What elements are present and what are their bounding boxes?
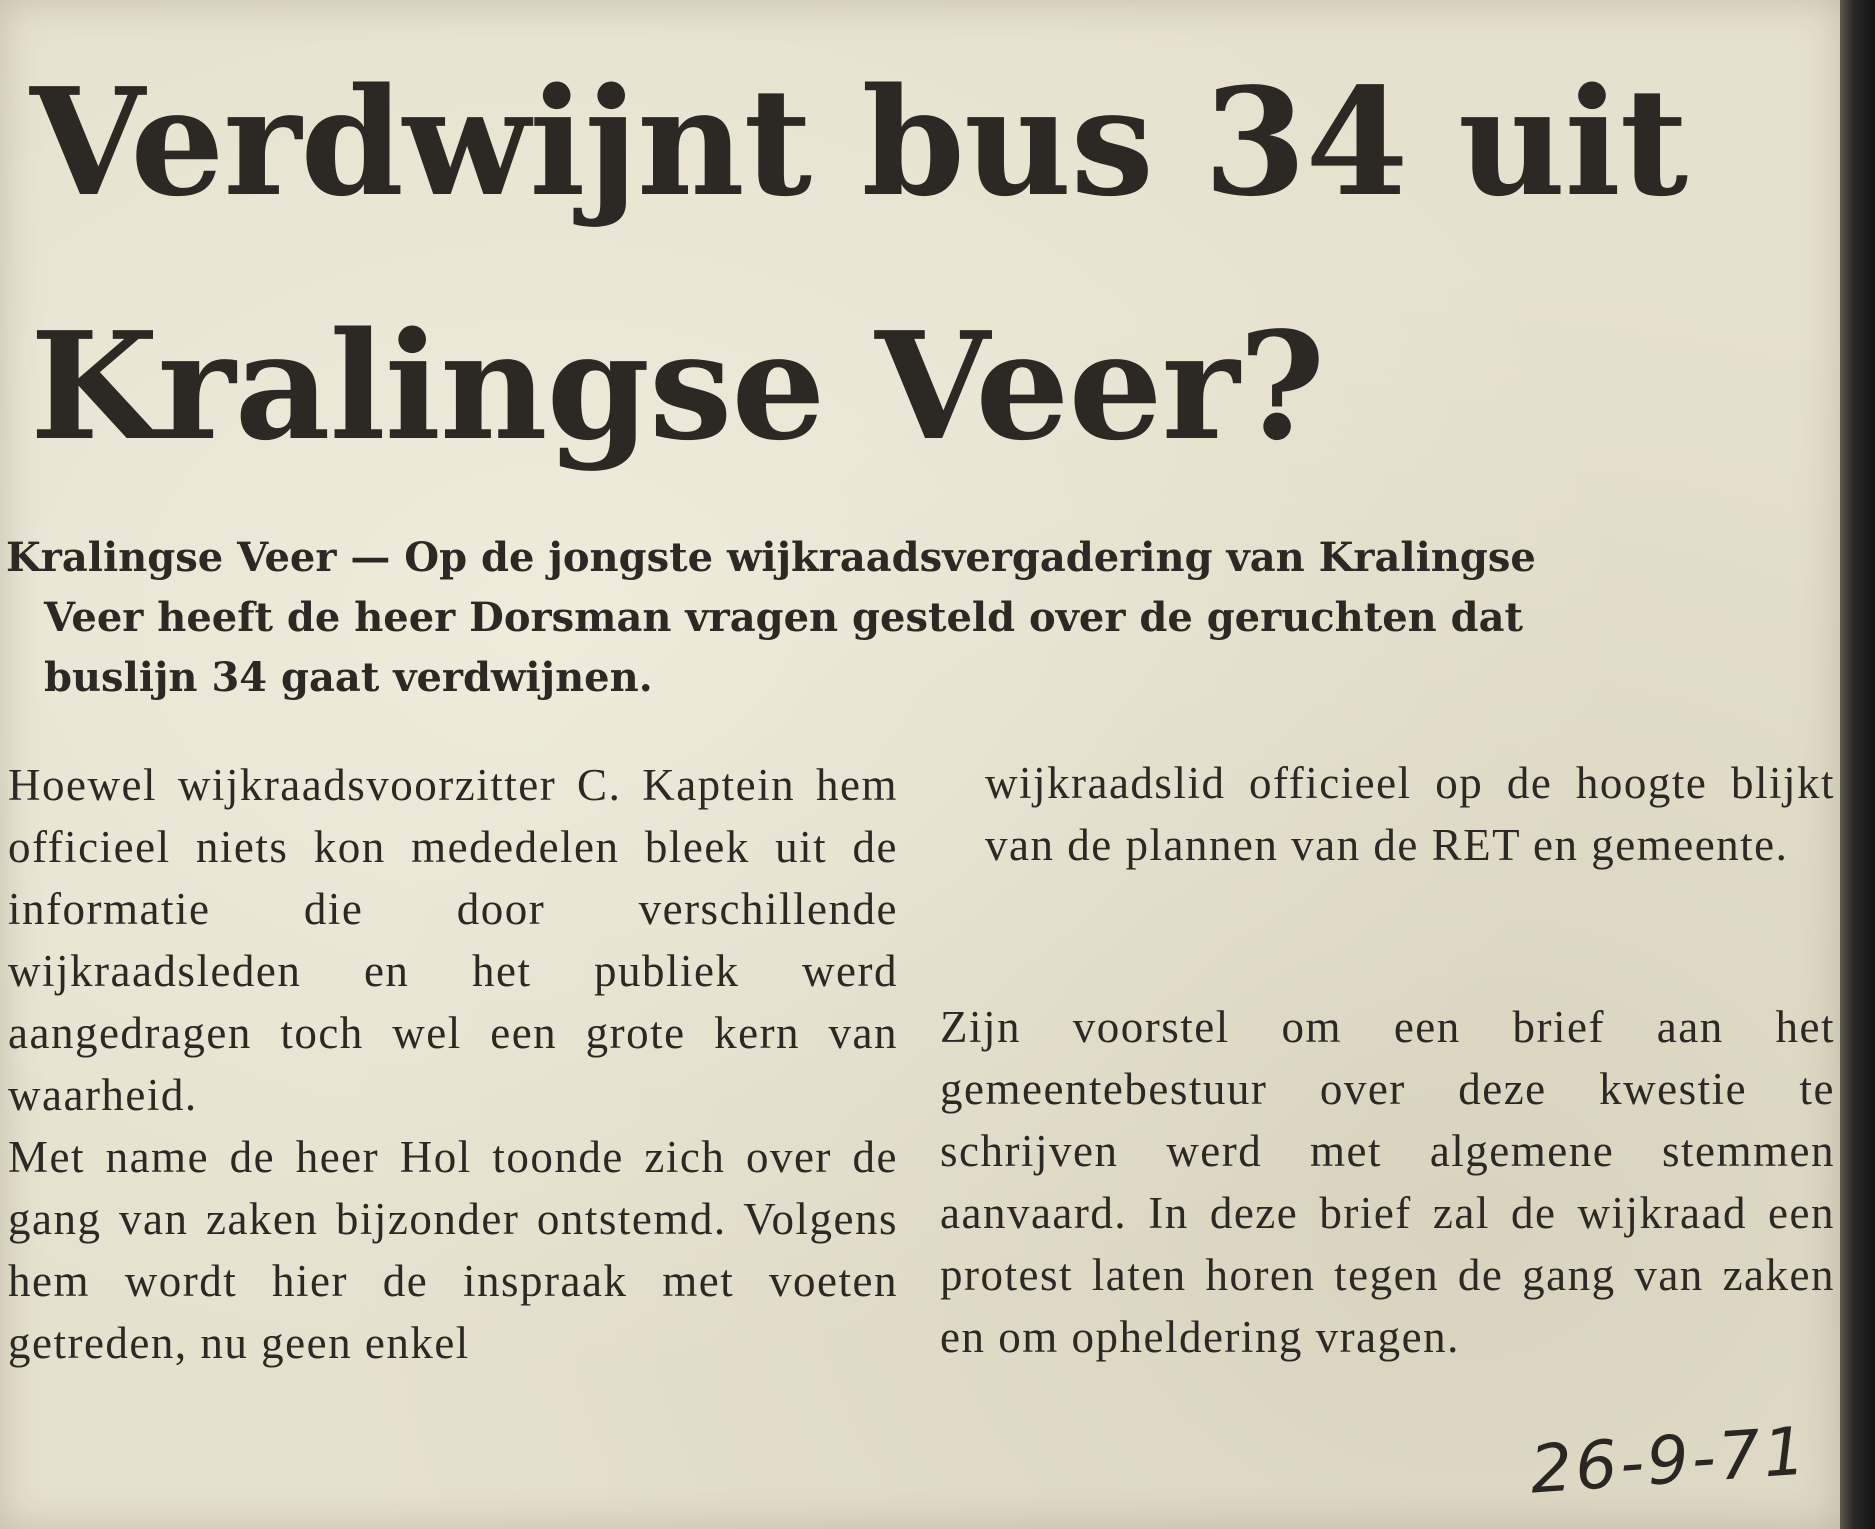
body-paragraph-3: wijkraadslid officieel op de hoogte blijkt van de plannen van de RET en gemeente. xyxy=(985,758,1835,870)
lead-line-2: Veer heeft de heer Dorsman vragen gesteld over de geruchten dat xyxy=(44,594,1524,641)
headline-line-1: Verdwijnt bus 34 uit xyxy=(30,55,1688,229)
lead-line-3: buslijn 34 gaat verdwijnen. xyxy=(44,654,653,701)
body-column-left xyxy=(8,754,898,1374)
body-paragraph-4: Zijn voorstel om een brief aan het gemeentebestuur over deze kwestie te schrijven werd met algemene stemmen aanvaard. In deze brief zal de wijkraad een protest laten horen tegen de gang van zaken en om opheldering vragen. xyxy=(940,1002,1835,1362)
dark-background-edge xyxy=(1840,0,1875,1529)
headline-line-2: Kralingse Veer? xyxy=(30,299,1325,473)
handwritten-date: 26-9-71 xyxy=(1527,1412,1811,1509)
body-paragraph-1: Hoewel wijkraadsvoorzitter C. Kaptein hem officieel niets kon mededelen bleek uit de informatie die door verschillende wijkraadsleden en het publiek werd aangedragen toch wel een grote kern van waarheid. xyxy=(8,760,898,1120)
body-column-right-top xyxy=(985,752,1835,876)
lead-paragraph xyxy=(0,528,1830,708)
headline xyxy=(30,20,1730,508)
body-column-right-bottom xyxy=(940,996,1835,1368)
body-paragraph-2: Met name de heer Hol toonde zich over de gang van zaken bijzonder ontstemd. Volgens hem wordt hier de inspraak met voeten getreden, nu geen enkel xyxy=(8,1132,898,1368)
lead-line-1: Kralingse Veer — Op de jongste wijkraadsvergadering van Kralingse xyxy=(6,534,1536,581)
